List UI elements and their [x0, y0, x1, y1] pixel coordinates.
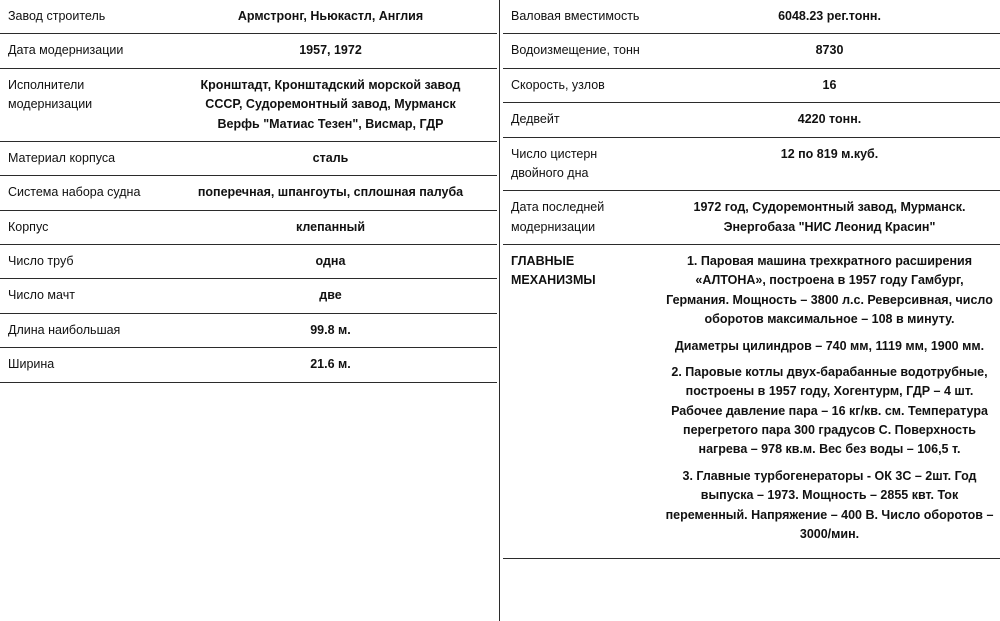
row-label	[503, 34, 657, 68]
value-line: СССР, Судоремонтный завод, Мурманск	[205, 97, 456, 112]
table-row	[503, 191, 1000, 245]
value-line: одна	[315, 254, 346, 268]
value-line: две	[319, 288, 342, 303]
label-line: модернизации	[511, 219, 596, 234]
label-line: модернизации	[39, 43, 124, 58]
right-spec-body	[503, 0, 1000, 559]
row-label	[503, 68, 657, 102]
row-value	[657, 137, 1000, 191]
row-label	[0, 279, 162, 313]
table-row	[0, 313, 497, 347]
table-row	[0, 245, 497, 279]
row-value	[657, 245, 1000, 559]
table-row	[0, 34, 497, 68]
label-line: Материал	[8, 150, 66, 165]
label-line: Дата	[8, 43, 36, 58]
value-line: сталь	[312, 150, 349, 165]
value-line: 1957, 1972	[299, 43, 362, 58]
row-value	[162, 68, 497, 141]
value-line: клепанный	[295, 219, 366, 234]
row-label	[0, 245, 162, 279]
vertical-rule	[499, 0, 500, 621]
row-value	[657, 0, 1000, 34]
table-row	[0, 141, 497, 175]
label-line: Водоизмещение,	[511, 43, 610, 58]
value-line: поперечная, шпангоуты, сплошная палуба	[197, 185, 464, 200]
value-line: 6048.23 рег.тонн.	[778, 9, 881, 23]
label-line: двойного дна	[511, 165, 589, 180]
row-label	[0, 176, 162, 210]
machinery-paragraph: 3. Главные турбогенераторы - ОК 3С – 2шт. Год выпуска – 1973. Мощность – 2855 квт. Ток переменный. Напряжение – 400 В. Число оборотов – 3000/мин.	[665, 468, 994, 541]
label-line: Валовая	[511, 9, 561, 23]
table-row	[503, 103, 1000, 137]
label-line: наибольшая	[48, 322, 121, 337]
value-line: 16	[822, 77, 837, 92]
right-spec-table	[503, 0, 1000, 559]
table-row	[0, 68, 497, 141]
label-line: Число мачт	[8, 288, 75, 303]
table-row	[0, 210, 497, 244]
label-line: Исполнители	[8, 77, 85, 92]
row-value	[657, 68, 1000, 102]
value-line: Верфь "Матиас Тезен", Висмар, ГДР	[217, 116, 444, 131]
table-row	[503, 0, 1000, 34]
label-line: Число цистерн	[511, 146, 598, 161]
row-label	[0, 348, 162, 382]
label-line: Число труб	[8, 254, 74, 268]
machinery-paragraph: 1. Паровая машина трехкратного расширения «АЛТОНА», построена в 1957 году Гамбург, Германия. Мощность – 3800 л.с. Реверсивная, число оборотов максимальное – 108 в минуту.	[666, 254, 993, 327]
label-line: Корпус	[8, 219, 49, 234]
right-column	[503, 0, 1000, 621]
value-line: 99.8 м.	[310, 322, 351, 337]
label-line: Дата последней	[511, 200, 605, 215]
machinery-paragraph: 2. Паровые котлы двух-барабанные водотрубные, построены в 1957 году, Хогентурм, ГДР – 4 шт. Рабочее давление пара – 16 кг/кв. см. Температура перегретого пара 300 градусов С. Поверхность нагрева – 978 кв.м. Вес без воды – 106,5 т.	[671, 364, 988, 457]
left-column	[0, 0, 497, 621]
row-value	[162, 210, 497, 244]
row-value	[162, 279, 497, 313]
label-line: МЕХАНИЗМЫ	[511, 273, 596, 288]
label-line: Завод	[8, 9, 43, 23]
table-row	[0, 348, 497, 382]
label-line: вместимость	[564, 9, 640, 23]
row-label	[503, 103, 657, 137]
row-value	[657, 103, 1000, 137]
row-value	[162, 141, 497, 175]
row-label	[0, 141, 162, 175]
value-line: 8730	[815, 43, 844, 58]
value-line: 1972 год, Судоремонтный завод, Мурманск.	[693, 200, 966, 215]
table-row	[503, 34, 1000, 68]
table-row	[503, 68, 1000, 102]
machinery-paragraph: Диаметры цилиндров – 740 мм, 1119 мм, 1900 мм.	[674, 338, 985, 353]
left-spec-table	[0, 0, 497, 383]
row-label	[0, 0, 162, 34]
label-line: Дедвейт	[511, 112, 560, 127]
value-line: 21.6 м.	[310, 357, 351, 372]
left-spec-body	[0, 0, 497, 382]
row-value	[657, 34, 1000, 68]
row-value	[162, 313, 497, 347]
label-line: Скорость, узлов	[511, 77, 605, 92]
row-label	[0, 34, 162, 68]
row-label	[503, 191, 657, 245]
label-line: корпуса	[69, 150, 116, 165]
row-value	[162, 176, 497, 210]
label-line: строитель	[46, 9, 106, 23]
value-line: 4220 тонн.	[797, 112, 862, 127]
value-line: Кронштадт, Кронштадский морской завод	[200, 77, 461, 92]
table-row	[0, 176, 497, 210]
value-line: Энергобаза "НИС Леонид Красин"	[723, 219, 936, 234]
row-value	[657, 191, 1000, 245]
row-value	[162, 245, 497, 279]
row-value	[162, 0, 497, 34]
label-line: Ширина	[8, 357, 55, 372]
label-line: Система набора	[8, 185, 104, 200]
table-row	[503, 137, 1000, 191]
row-label	[503, 245, 657, 559]
label-line: тонн	[613, 43, 640, 58]
table-row	[0, 0, 497, 34]
label-line: судна	[107, 185, 141, 200]
row-value	[162, 348, 497, 382]
value-line: 12 по 819 м.куб.	[780, 146, 879, 161]
row-label	[0, 210, 162, 244]
row-label	[0, 68, 162, 141]
label-line: ГЛАВНЫЕ	[511, 254, 575, 268]
row-label	[503, 137, 657, 191]
table-row	[0, 279, 497, 313]
label-line: Длина	[8, 322, 45, 337]
row-label	[0, 313, 162, 347]
table-row-main-machinery	[503, 245, 1000, 559]
label-line: модернизации	[8, 97, 93, 112]
value-line: Армстронг, Ньюкастл, Англия	[237, 9, 424, 23]
row-value	[162, 34, 497, 68]
row-label	[503, 0, 657, 34]
